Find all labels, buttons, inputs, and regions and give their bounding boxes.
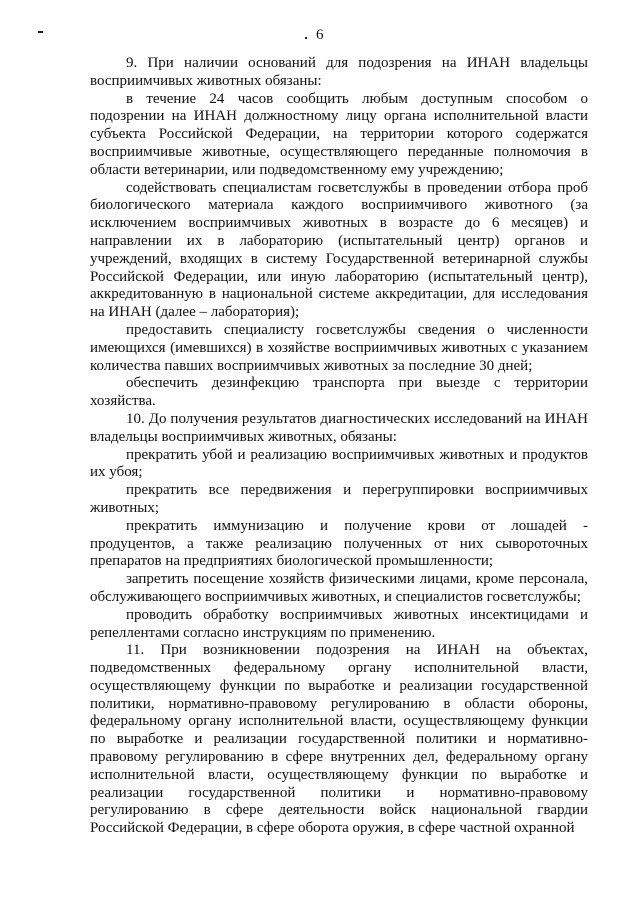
page-number: 6 bbox=[316, 27, 324, 43]
paragraph-9-intro: 9. При наличии оснований для подозрения на ИНАН владельцы восприимчивых животных обязаны: bbox=[90, 55, 588, 89]
paragraph-9-livestock-info: предоставить специалисту госветслужбы сведения о численности имеющихся (имевшихся) в хозяйстве восприимчивых животных с указанием количества павших восприимчивых животных за последние 30 дней; bbox=[90, 321, 588, 374]
paragraph-9-report: в течение 24 часов сообщить любым доступным способом о подозрении на ИНАН должностному лицу органа исполнительной власти субъекта Российской Федерации, на территории которого содержатся восприимчивые животные, осуществляющего переданные полномочия в области ветеринарии, или подведомственному ему учреждению; bbox=[90, 90, 588, 178]
paragraph-10-visits: запретить посещение хозяйств физическими лицами, кроме персонала, обслуживающего восприимчивых животных, и специалистов госветслужбы; bbox=[90, 571, 588, 605]
paragraph-10-immunization: прекратить иммунизацию и получение крови от лошадей - продуцентов, а также реализацию полученных от них сывороточных препаратов на предприятиях биологической промышленности; bbox=[90, 517, 588, 570]
paragraph-10-insecticides: проводить обработку восприимчивых животных инсектицидами и репеллентами согласно инструкциям по применению. bbox=[90, 606, 588, 641]
paragraph-10-intro: 10. До получения результатов диагностических исследований на ИНАН владельцы восприимчивых животных, обязаны: bbox=[90, 410, 588, 445]
paragraph-9-disinfection: обеспечить дезинфекцию транспорта при выезде с территории хозяйства. bbox=[90, 375, 588, 410]
paragraph-10-movement: прекратить все передвижения и перегруппировки восприимчивых животных; bbox=[90, 482, 588, 516]
document-body bbox=[90, 55, 588, 838]
paragraph-9-sampling: содействовать специалистам госветслужбы в проведении отбора проб биологического материала каждого восприимчивого животного (за исключением восприимчивых животных в возрасте до 6 месяцев) и направлении их в лабораторию (испытательный центр) органов и учреждений, входящих в систему Государственной ветеринарной службы Российской Федерации, или иную лабораторию (испытательный центр), аккредитованную в национальной системе аккредитации, для исследования на ИНАН (далее – лаборатория); bbox=[90, 179, 588, 321]
paragraph-11-intro: 11. При возникновении подозрения на ИНАН на объектах, подведомственных федеральному органу исполнительной власти, осуществляющему функции по выработке и реализации государственной политики, нормативно-правовому регулированию в области обороны, федеральному органу исполнительной власти, осуществляющему функции по выработке и реализации государственной политики и нормативно-правовому регулированию в сфере внутренних дел, федеральному органу исполнительной власти, осуществляющему функции по выработке и реализации государственной политики и нормативно-правовому регулированию в сфере деятельности войск национальной гвардии Российской Федерации, в сфере оборота оружия, в сфере частной охранной bbox=[90, 642, 588, 837]
paragraph-10-slaughter: прекратить убой и реализацию восприимчивых животных и продуктов их убоя; bbox=[90, 446, 588, 481]
